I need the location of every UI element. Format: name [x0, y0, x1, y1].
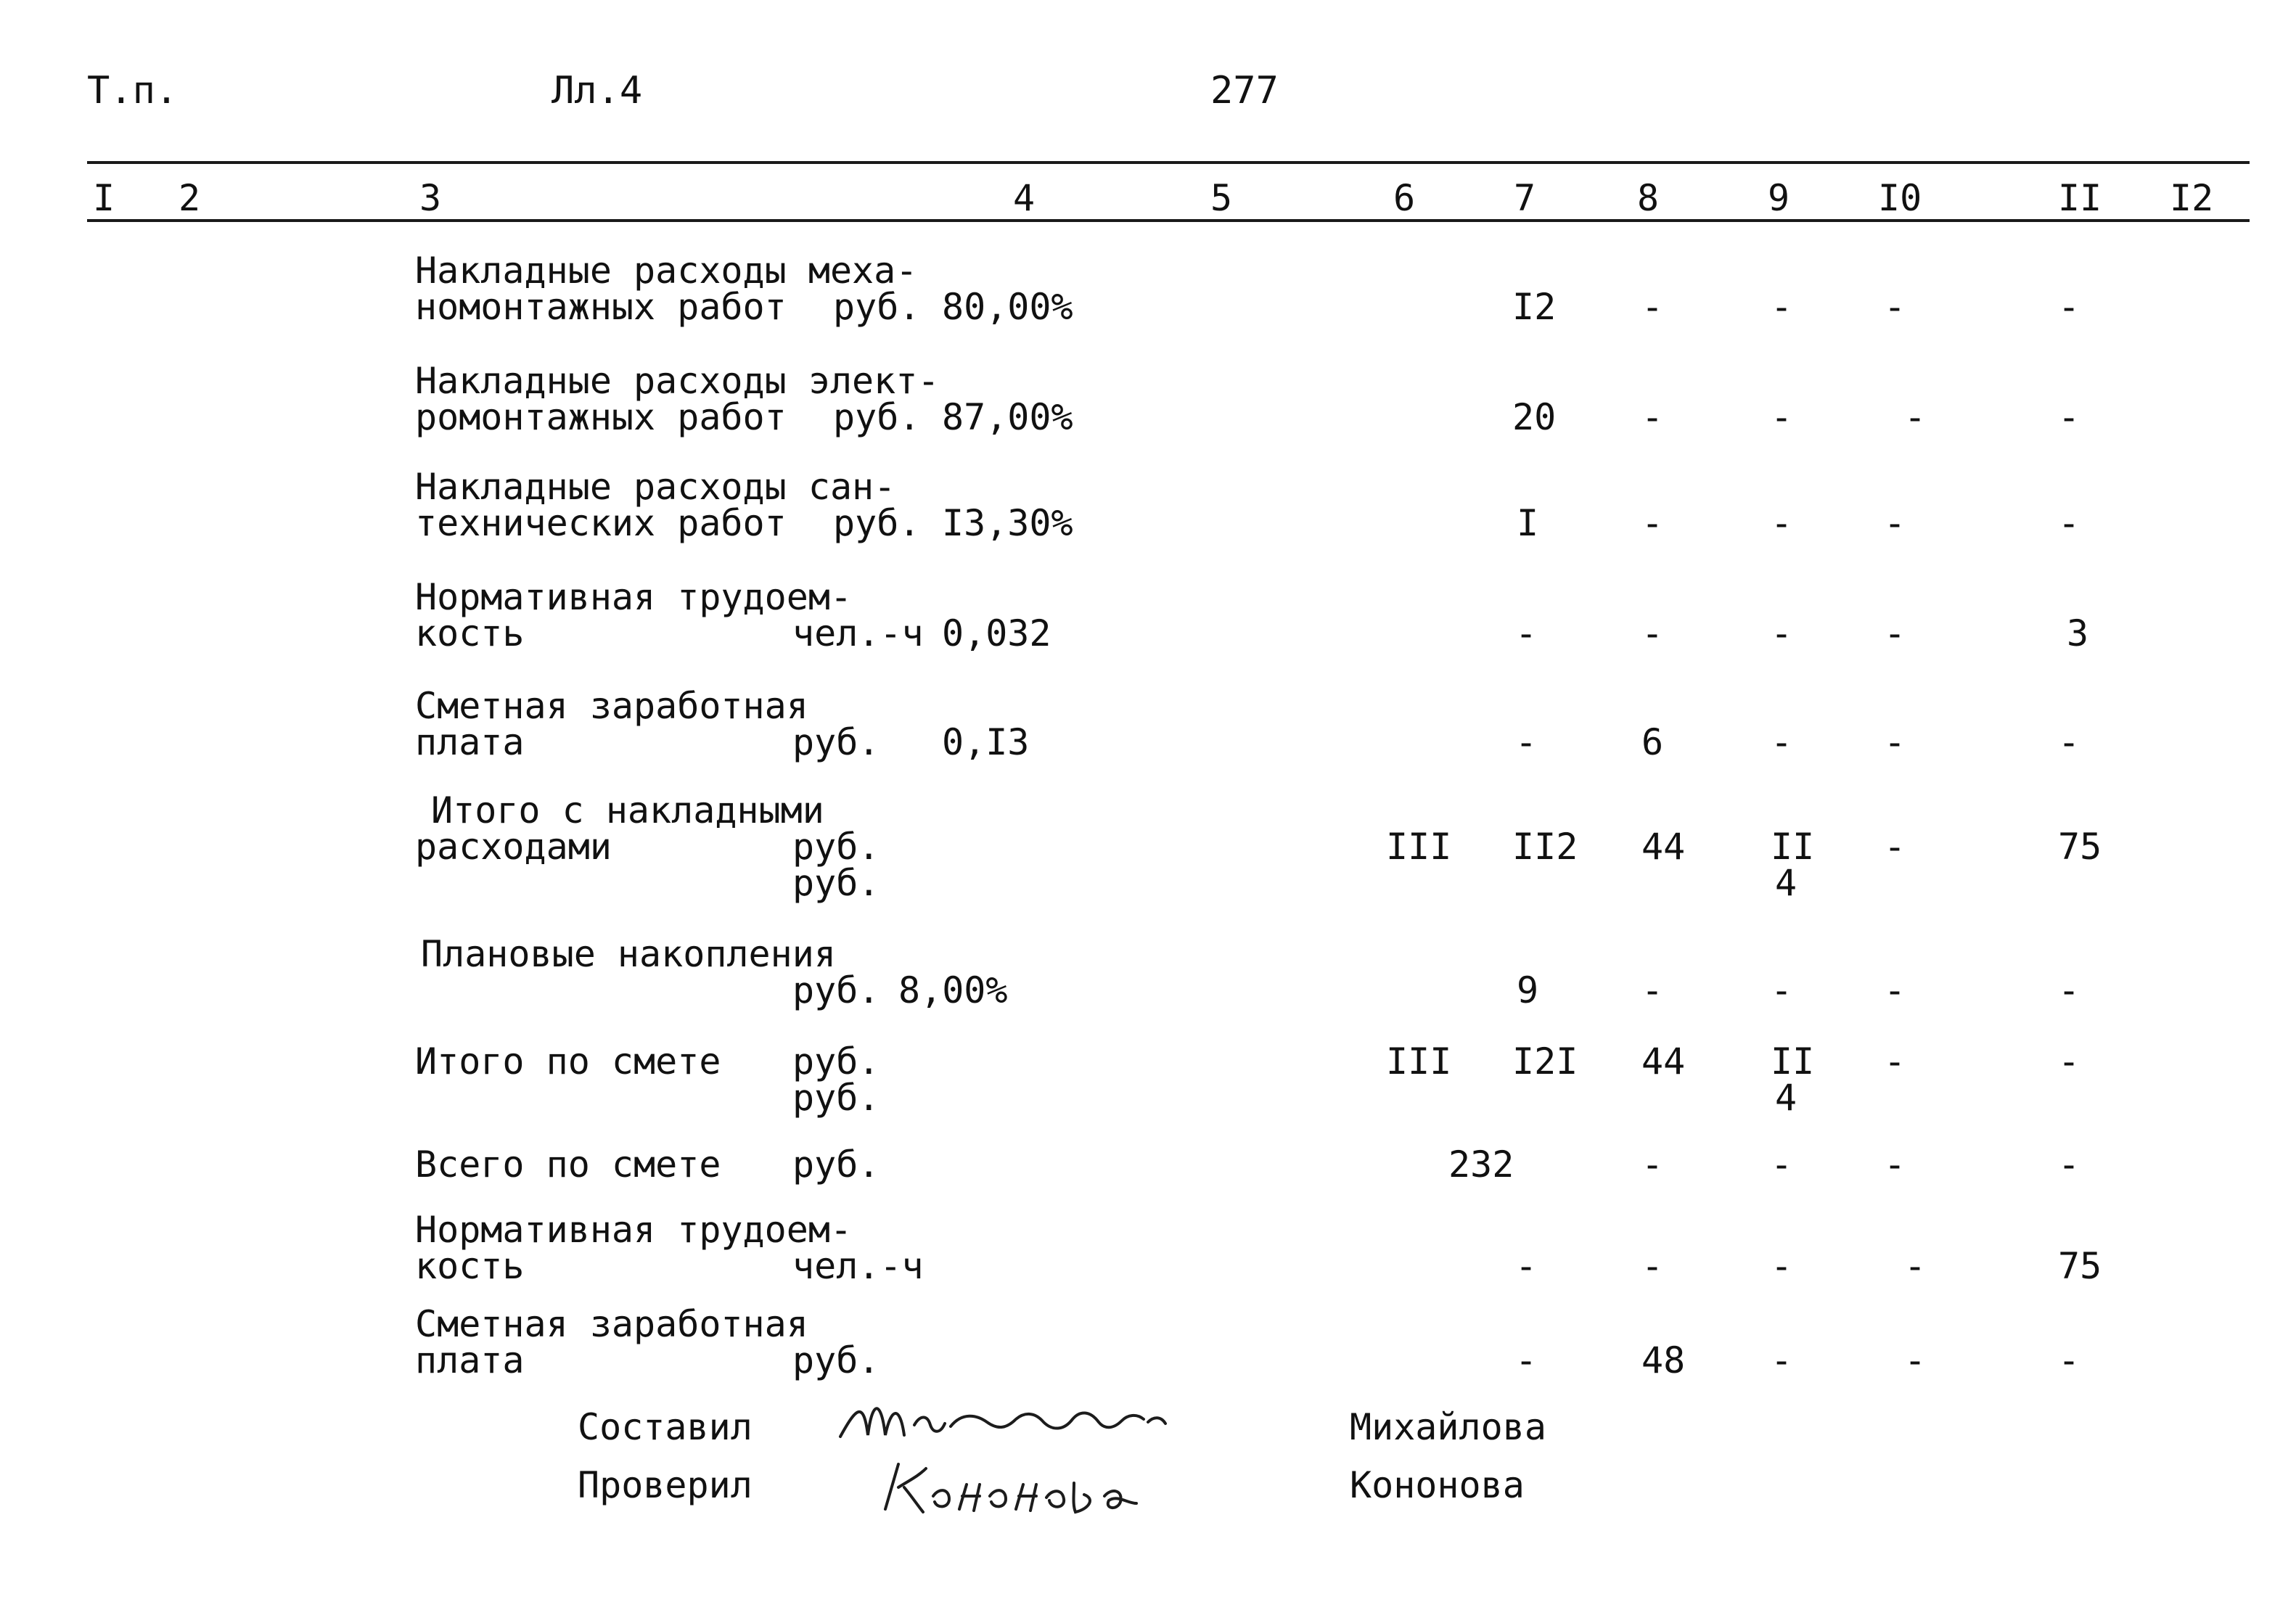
row-grand-total-c67: 232: [1448, 1143, 1514, 1186]
row-total-labor-c10: -: [1904, 1245, 1927, 1287]
row-planned-savings-unit: руб.: [792, 969, 880, 1011]
row-overhead-mechanical-c11: -: [2058, 286, 2080, 328]
row-total-with-overhead-c8: 44: [1641, 826, 1686, 868]
row-overhead-mechanical-line1: Накладные расходы меха-: [415, 250, 918, 292]
row-wages-c7: -: [1515, 721, 1538, 763]
checked-by-label: Проверил: [578, 1464, 753, 1506]
row-overhead-plumbing-c7: I: [1517, 502, 1539, 544]
col-header-8: 8: [1637, 177, 1660, 219]
row-labor-intensity-c11: 3: [2067, 612, 2089, 654]
col-header-5: 5: [1210, 177, 1233, 219]
row-overhead-plumbing-c9: -: [1771, 502, 1793, 544]
row-labor-intensity-unit: чел.-ч: [792, 612, 924, 654]
row-total-labor-line2: кость: [415, 1245, 525, 1287]
row-planned-savings-c7: 9: [1517, 969, 1539, 1011]
row-planned-savings-c11: -: [2058, 969, 2080, 1011]
row-subtotal-estimate-c10: -: [1884, 1040, 1906, 1083]
checked-by-name: Кононова: [1350, 1464, 1525, 1506]
row-total-with-overhead-c9: II: [1771, 826, 1815, 868]
col-header-7: 7: [1514, 177, 1536, 219]
header-top-rule: [87, 161, 2250, 164]
row-overhead-electrical-c11: -: [2058, 396, 2080, 438]
row-overhead-electrical-c9: -: [1771, 396, 1793, 438]
row-subtotal-estimate-c11: -: [2058, 1040, 2080, 1083]
header-bottom-rule: [87, 219, 2250, 222]
row-total-wages-line1: Сметная заработная: [415, 1303, 808, 1345]
row-grand-total-c11: -: [2058, 1143, 2080, 1186]
row-total-with-overhead-c9b: 4: [1775, 862, 1797, 904]
row-overhead-plumbing-line1: Накладные расходы сан-: [415, 466, 896, 508]
col-header-11: II: [2058, 177, 2102, 219]
row-total-with-overhead-c6: III: [1386, 826, 1452, 868]
row-subtotal-estimate-c9: II: [1771, 1040, 1815, 1083]
row-total-labor-c11: 75: [2058, 1245, 2102, 1287]
row-labor-intensity-c7: -: [1515, 612, 1538, 654]
row-wages-rate: 0,I3: [942, 721, 1030, 763]
col-header-1: I: [93, 177, 115, 219]
row-overhead-plumbing-line2: технических работ: [415, 502, 787, 544]
row-planned-savings-c10: -: [1884, 969, 1906, 1011]
row-labor-intensity-c8: -: [1641, 612, 1664, 654]
row-total-labor-c9: -: [1771, 1245, 1793, 1287]
compiled-by-name: Михайлова: [1350, 1406, 1546, 1448]
sheet-number: Лл.4: [552, 69, 643, 112]
row-total-labor-line1: Нормативная трудоем-: [415, 1209, 853, 1251]
compiled-by-label: Составил: [578, 1406, 753, 1448]
row-labor-intensity-line1: Нормативная трудоем-: [415, 576, 853, 618]
row-overhead-mechanical-c10: -: [1884, 286, 1906, 328]
row-grand-total-c8: -: [1641, 1143, 1664, 1186]
row-planned-savings-rate: 8,00%: [898, 969, 1008, 1011]
col-header-4: 4: [1013, 177, 1036, 219]
row-overhead-electrical-line1: Накладные расходы элект-: [415, 360, 940, 402]
row-overhead-electrical-unit: руб.: [833, 396, 921, 438]
checked-signature: [878, 1451, 1183, 1524]
row-grand-total-c9: -: [1771, 1143, 1793, 1186]
row-overhead-electrical-c7: 20: [1512, 396, 1557, 438]
row-total-with-overhead-c11: 75: [2058, 826, 2102, 868]
row-total-with-overhead-line2: расходами: [415, 826, 612, 868]
row-overhead-electrical-line2: ромонтажных работ: [415, 396, 787, 438]
row-total-with-overhead-line1: Итого с накладными: [431, 789, 824, 831]
row-overhead-mechanical-unit: руб.: [833, 286, 921, 328]
row-total-labor-unit: чел.-ч: [792, 1245, 924, 1287]
row-subtotal-estimate-c8: 44: [1641, 1040, 1686, 1083]
row-grand-total-unit: руб.: [792, 1143, 880, 1186]
row-overhead-mechanical-c7: I2: [1512, 286, 1557, 328]
row-labor-intensity-c10: -: [1884, 612, 1906, 654]
row-overhead-mechanical-c8: -: [1641, 286, 1664, 328]
row-total-wages-c7: -: [1515, 1339, 1538, 1381]
row-total-labor-c7: -: [1515, 1245, 1538, 1287]
col-header-2: 2: [179, 177, 201, 219]
row-total-wages-c10: -: [1904, 1339, 1927, 1381]
col-header-3: 3: [419, 177, 442, 219]
row-wages-line1: Сметная заработная: [415, 685, 808, 727]
row-overhead-electrical-c10: -: [1904, 396, 1927, 438]
row-overhead-mechanical-line2: номонтажных работ: [415, 286, 787, 328]
row-overhead-electrical-rate: 87,00%: [942, 396, 1073, 438]
row-subtotal-estimate-unit2: руб.: [792, 1077, 880, 1119]
row-total-with-overhead-unit: руб.: [792, 826, 880, 868]
row-overhead-electrical-c8: -: [1641, 396, 1664, 438]
col-header-9: 9: [1768, 177, 1790, 219]
row-labor-intensity-line2: кость: [415, 612, 525, 654]
tp-label: Т.п.: [87, 69, 179, 112]
row-labor-intensity-c9: -: [1771, 612, 1793, 654]
row-grand-total-c10: -: [1884, 1143, 1906, 1186]
row-total-with-overhead-unit2: руб.: [792, 862, 880, 904]
row-overhead-mechanical-rate: 80,00%: [942, 286, 1073, 328]
row-wages-c8: 6: [1641, 721, 1664, 763]
row-overhead-plumbing-unit: руб.: [833, 502, 921, 544]
row-total-wages-c11: -: [2058, 1339, 2080, 1381]
row-grand-total-line1: Всего по смете: [415, 1143, 721, 1186]
row-total-with-overhead-c7: II2: [1512, 826, 1578, 868]
col-header-6: 6: [1393, 177, 1416, 219]
row-total-wages-c9: -: [1771, 1339, 1793, 1381]
row-wages-c10: -: [1884, 721, 1906, 763]
row-wages-c9: -: [1771, 721, 1793, 763]
row-subtotal-estimate-c9b: 4: [1775, 1077, 1797, 1119]
row-total-labor-c8: -: [1641, 1245, 1664, 1287]
row-total-wages-unit: руб.: [792, 1339, 880, 1381]
row-subtotal-estimate-unit: руб.: [792, 1040, 880, 1083]
row-overhead-mechanical-c9: -: [1771, 286, 1793, 328]
row-planned-savings-c9: -: [1771, 969, 1793, 1011]
row-planned-savings-c8: -: [1641, 969, 1664, 1011]
col-header-12: I2: [2170, 177, 2214, 219]
row-overhead-plumbing-c8: -: [1641, 502, 1664, 544]
row-overhead-plumbing-c11: -: [2058, 502, 2080, 544]
row-overhead-plumbing-rate: I3,30%: [942, 502, 1073, 544]
row-overhead-plumbing-c10: -: [1884, 502, 1906, 544]
compiled-signature: [835, 1379, 1212, 1458]
row-total-wages-line2: плата: [415, 1339, 525, 1381]
row-subtotal-estimate-c6: III: [1386, 1040, 1452, 1083]
row-planned-savings-line1: Плановые накопления: [421, 933, 836, 975]
row-total-with-overhead-c10: -: [1884, 826, 1906, 868]
row-total-wages-c8: 48: [1641, 1339, 1686, 1381]
row-subtotal-estimate-c7: I2I: [1512, 1040, 1578, 1083]
row-wages-c11: -: [2058, 721, 2080, 763]
page-number: 277: [1210, 69, 1279, 112]
row-wages-line2: плата: [415, 721, 525, 763]
row-subtotal-estimate-line1: Итого по смете: [415, 1040, 721, 1083]
col-header-10: I0: [1878, 177, 1922, 219]
row-labor-intensity-rate: 0,032: [942, 612, 1051, 654]
row-wages-unit: руб.: [792, 721, 880, 763]
